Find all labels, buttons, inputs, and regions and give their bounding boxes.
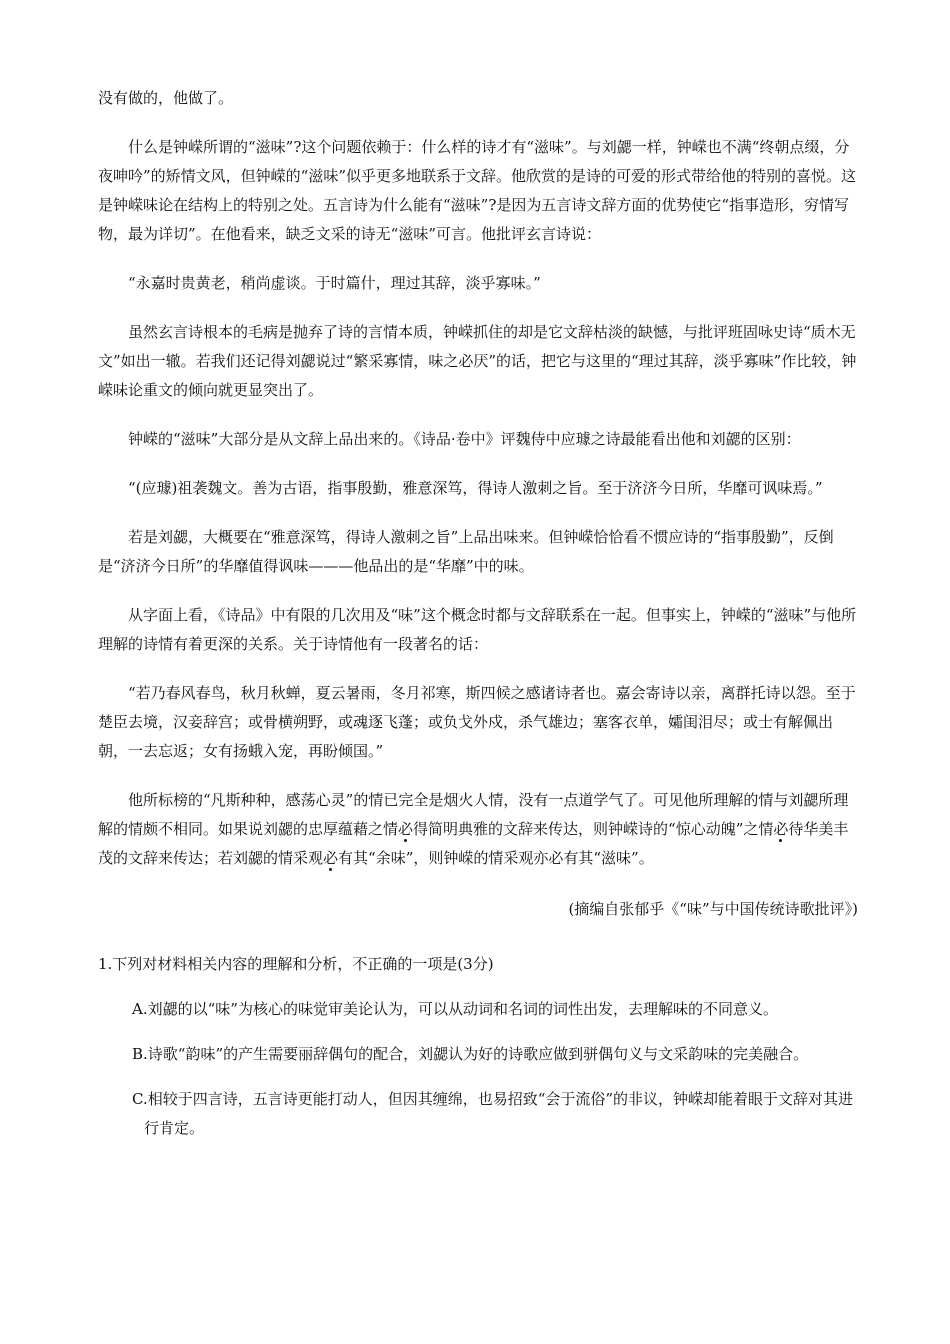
paragraph-liu-xie-comparison: 若是刘勰，大概要在“雅意深笃，得诗人激刺之旨”上品出味来。但钟嵘恰恰看不惯应诗的“指事殷勤”，反倒是“济济今日所”的华靡值得讽味———他品出的是“华靡”中的味。 <box>98 528 834 575</box>
quote-yongjia: “永嘉时贵黄老，稍尚虚谈。于时篇什，理过其辞，淡乎寡味。” <box>128 274 541 292</box>
emphasis-char-1: 必 <box>398 820 414 838</box>
quote-ying-qu: “(应璩)祖袭魏文。善为古语，指事殷勤，雅意深笃，得诗人激刺之旨。至于济济今日所，华靡可讽味焉。” <box>128 479 823 497</box>
paragraph-intro: 没有做的，他做了。 <box>98 89 234 107</box>
option-a: A.刘勰的以“味”为核心的味觉审美论认为，可以从动词和名词的词性出发，去理解味的不同意义。 <box>132 1000 778 1018</box>
emphasis-char-2: 必 <box>773 820 789 838</box>
paragraph-shipin-juanzhong: 钟嵘的“滋味”大部分是从文辞上品出来的。《诗品·卷中》评魏侍中应璩之诗最能看出他和刘勰的区别： <box>128 430 801 448</box>
conclusion-text-a: 他所标榜的“凡斯种种，感荡心灵”的情已完全是烟火人情，没有一点道学气了。可见他所理解的情与刘勰所理解的情颇不相同。如果说刘勰的忠厚蕴藉之情 <box>98 791 849 838</box>
conclusion-text-b: 得简明典雅的文辞来传达，则钟嵘诗的“惊心动魄”之情 <box>413 820 774 838</box>
option-b: B.诗歌“韵味”的产生需要丽辞偶句的配合，刘勰认为好的诗歌应做到骈偶句义与文采韵味的完美融合。 <box>132 1045 809 1063</box>
question-stem: 1.下列对材料相关内容的理解和分析，不正确的一项是(3分) <box>98 955 494 973</box>
emphasis-char-3: 必 <box>323 849 339 867</box>
quote-spring-wind: “若乃春风春鸟，秋月秋蝉，夏云暑雨，冬月祁寒，斯四候之感诸诗者也。嘉会寄诗以亲，离群托诗以怨。至于楚臣去境，汉妾辞宫；或骨横朔野，或魂逐飞蓬；或负戈外戍，杀气雄边；塞客衣单，孀闺泪尽；或士有解佩出朝，一去忘返；女有扬蛾入宠，再盼倾国。” <box>98 684 856 760</box>
document-body <box>98 84 858 1143</box>
option-c: C.相较于四言诗，五言诗更能打动人，但因其缠绵，也易招致“会于流俗”的非议，钟嵘却能着眼于文辞对其进行肯定。 <box>132 1090 854 1137</box>
conclusion-text-c: 待华美丰茂的文辞来传达；若刘勰的情采观 <box>98 820 849 867</box>
paragraph-conclusion <box>98 786 858 873</box>
paragraph-literal-view: 从字面上看，《诗品》中有限的几次用及“味”这个概念时都与文辞联系在一起。但事实上，钟嵘的“滋味”与他所理解的诗情有着更深的关系。关于诗情他有一段著名的话： <box>98 606 857 653</box>
source-citation: (摘编自张郁乎《“味”与中国传统诗歌批评》) <box>568 900 858 918</box>
conclusion-text-d: 有其“余味”，则钟嵘的情采观亦必有其“滋味”。 <box>338 849 654 867</box>
paragraph-xuanyan-poetry: 虽然玄言诗根本的毛病是抛弃了诗的言情本质，钟嵘抓住的却是它文辞枯淡的缺憾，与批评班固咏史诗“质木无文”如出一辙。若我们还记得刘勰说过“繁采寡情，味之必厌”的话，把它与这里的“理过其辞，淡乎寡味”作比较，钟嵘味论重文的倾向就更显突出了。 <box>98 323 857 399</box>
paragraph-zhong-rong-taste: 什么是钟嵘所谓的“滋味”?这个问题依赖于：什么样的诗才有“滋味”。与刘勰一样，钟嵘也不满“终朝点缀，分夜呻吟”的矫情文风，但钟嵘的“滋味”似乎更多地联系于文辞。他欣赏的是诗的可爱的形式带给他的特别的喜悦。这是钟嵘味论在结构上的特别之处。五言诗为什么能有“滋味”?是因为五言诗文辞方面的优势使它“指事造形，穷情写物，最为详切”。在他看来，缺乏文采的诗无“滋味”可言。他批评玄言诗说： <box>98 138 857 243</box>
